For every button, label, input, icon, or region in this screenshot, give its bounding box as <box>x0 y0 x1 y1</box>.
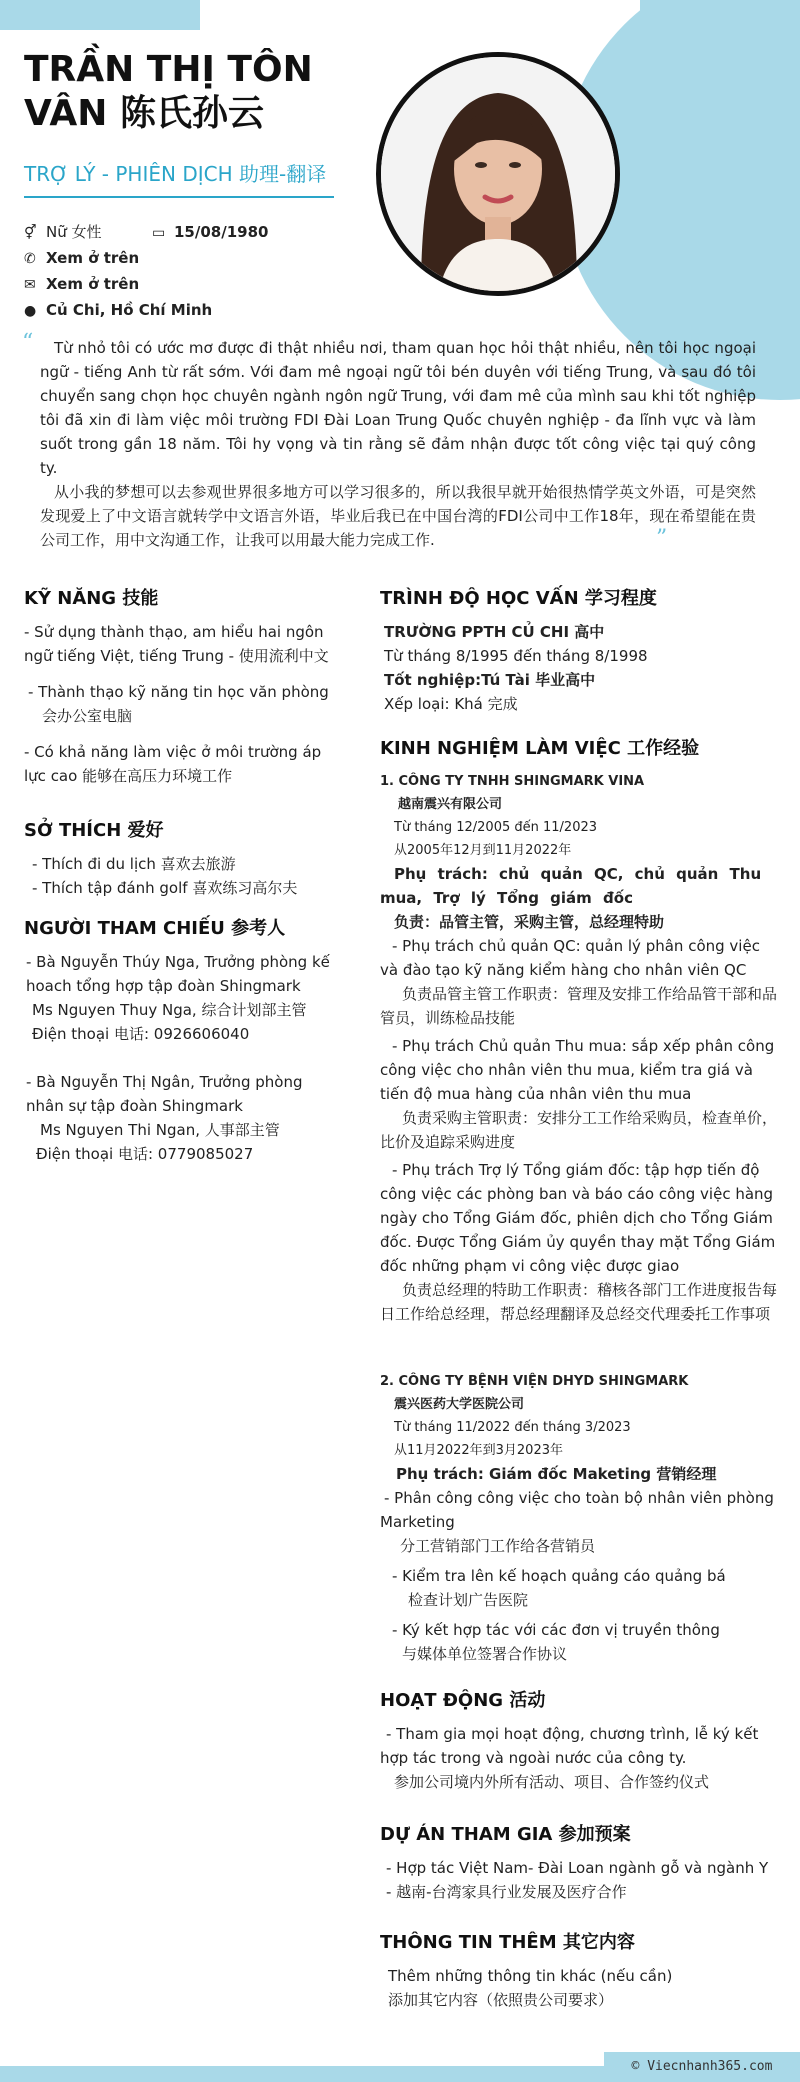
reference-2-alias: Ms Nguyen Thi Ngan, 人事部主管 <box>40 1121 280 1139</box>
phone-value: Xem ở trên <box>46 249 140 267</box>
job-2-period-cn: 从11月2022年到3月2023年 <box>394 1443 563 1458</box>
job-1-duty: - Phụ trách Chủ quản Thu mua: sắp xếp phân công công việc cho nhân viên thu mua, kiểm tra giá và tiến độ mua hàng của nhân viên thu mua <box>380 1037 775 1103</box>
top-accent-bar <box>0 0 200 30</box>
skills-heading: KỸ NĂNG 技能 <box>24 588 159 609</box>
footer-credit: © Viecnhanh365.com <box>604 2052 800 2082</box>
address-value: Củ Chi, Hồ Chí Minh <box>46 301 213 319</box>
intro-vietnamese: Từ nhỏ tôi có ước mơ được đi thật nhiều nơi, tham quan học hỏi thật nhiều, nên tôi học ngoại ngữ - tiếng Anh từ rất sớm. Với đam mê ngoại ngữ tôi bén duyên với tiếng Trung, và sau đó tôi chuyển sang chọn học chuyên ngành ngôn ngữ Trung, với đam mê của mình sau khi tốt nghiệp tôi đã xin đi làm việc môi trường FDI Đài Loan Trung Quốc chuyên nghiệp - đa lĩnh vực và làm suốt trong gần 18 năm. Tôi hy vọng và tin rằng sẽ đảm nhận được tốt công việc tại quý công ty. <box>40 339 756 477</box>
job-1-duty-cn: 负责品管主管工作职责：管理及安排工作给品管干部和品管员，训练检品技能 <box>380 985 778 1027</box>
job-1-period: Từ tháng 12/2005 đến 11/2023 <box>394 820 598 835</box>
degree: Tốt nghiệp:Tú Tài 毕业高中 <box>384 671 596 689</box>
gender-value: Nữ 女性 <box>46 223 102 241</box>
right-column <box>380 584 782 2012</box>
dob-row <box>152 221 268 243</box>
reference-1-phone: Điện thoại 电话: 0926606040 <box>32 1025 250 1043</box>
job-2-company-cn: 震兴医药大学医院公司 <box>394 1397 525 1412</box>
envelope-icon: ✉ <box>24 277 36 293</box>
gender-row <box>24 221 102 243</box>
reference-2-phone: Điện thoại 电话: 0779085027 <box>36 1145 254 1163</box>
job-2-duty: - Ký kết hợp tác với các đơn vị truyền thông <box>392 1621 720 1639</box>
job-1-position-cn: 负责：品管主管，采购主管，总经理特助 <box>394 913 665 931</box>
hobby-item: - Thích đi du lịch 喜欢去旅游 <box>32 855 236 873</box>
activity-item-cn: 参加公司境内外所有活动、项目、合作签约仪式 <box>394 1773 710 1791</box>
top-right-accent <box>640 0 800 30</box>
job-1-duty: - Phụ trách chủ quản QC: quản lý phân công việc và đào tạo kỹ năng kiểm hàng cho nhân viên QC <box>380 937 760 979</box>
job-2-duty: - Kiểm tra lên kế hoạch quảng cáo quảng bá <box>392 1567 726 1585</box>
activities-heading: HOẠT ĐỘNG 活动 <box>380 1690 546 1711</box>
avatar <box>376 52 620 296</box>
reference-2-name: - Bà Nguyễn Thị Ngân, Trưởng phòng nhân sự tập đoàn Shingmark <box>26 1073 303 1115</box>
job-1-company: 1. CÔNG TY TNHH SHINGMARK VINA <box>380 774 645 789</box>
job-2-period: Từ tháng 11/2022 đến tháng 3/2023 <box>394 1420 631 1435</box>
skill-item: 会办公室电脑 <box>42 707 133 725</box>
job-title: TRỢ LÝ - PHIÊN DỊCH 助理-翻译 <box>24 162 327 186</box>
job-2-company: 2. CÔNG TY BỆNH VIỆN DHYD SHINGMARK <box>380 1374 689 1389</box>
close-quote-icon: ” <box>656 526 668 551</box>
education-heading: TRÌNH ĐỘ HỌC VẤN 学习程度 <box>380 588 657 609</box>
map-pin-icon: ● <box>24 303 37 319</box>
school-name: TRƯỜNG PPTH CỦ CHI 高中 <box>384 623 605 641</box>
job-1-duty-cn: 负责采购主管职责：安排分工工作给采购员，检查单价，比价及追踪采购进度 <box>380 1109 778 1151</box>
job-1-duty: - Phụ trách Trợ lý Tổng giám đốc: tập hợp tiến độ công việc các phòng ban và báo cáo công việc hàng ngày cho Tổng Giám đốc, phiên dịch cho Tổng Giám đốc. Được Tổng Giám ủy quyền thay mặt Tổng Giám đốc những phạm vi công việc được giao <box>380 1161 776 1275</box>
title-underline <box>24 196 334 198</box>
project-item: - Hợp tác Việt Nam- Đài Loan ngành gỗ và ngành Y <box>386 1859 769 1877</box>
open-quote-icon: “ <box>22 330 34 355</box>
job-2-duty-cn: 与媒体单位签署合作协议 <box>402 1645 568 1663</box>
job-1-duty-cn: 负责总经理的特助工作职责：稽核各部门工作进度报告每日工作给总经理，帮总经理翻译及总经交代理委托工作事项 <box>380 1281 778 1323</box>
activity-item: - Tham gia mọi hoạt động, chương trình, lễ ký kết hợp tác trong và ngoài nước của công ty. <box>380 1725 759 1767</box>
cake-icon: ▭ <box>152 225 166 241</box>
grade: Xếp loại: Khá 完成 <box>384 695 518 713</box>
left-column <box>24 584 336 1166</box>
hobby-item: - Thích tập đánh golf 喜欢练习高尔夫 <box>32 879 298 897</box>
email-value: Xem ở trên <box>46 275 140 293</box>
extra-info-line: Thêm những thông tin khác (nếu cần) <box>388 1967 673 1985</box>
extra-info-line-cn: 添加其它内容（依照贵公司要求） <box>388 1991 614 2009</box>
experience-heading: KINH NGHIỆM LÀM VIỆC 工作经验 <box>380 738 700 759</box>
skill-item: - Thành thạo kỹ năng tin học văn phòng <box>28 683 329 701</box>
job-2-duty-cn: 分工营销部门工作给各营销员 <box>400 1537 596 1555</box>
extra-info-heading: THÔNG TIN THÊM 其它内容 <box>380 1932 635 1953</box>
job-1-period-cn: 从2005年12月到11月2022年 <box>394 843 572 858</box>
skill-item: - Sử dụng thành thạo, am hiểu hai ngôn ngữ tiếng Việt, tiếng Trung - 使用流利中文 <box>24 623 329 665</box>
candidate-name: TRẦN THỊ TÔN VÂN 陈氏孙云 <box>24 49 313 134</box>
phone-icon: ✆ <box>24 251 36 267</box>
job-2-duty-cn: 检查计划广告医院 <box>408 1591 529 1609</box>
education-period: Từ tháng 8/1995 đến tháng 8/1998 <box>384 647 648 665</box>
skill-item: - Có khả năng làm việc ở môi trường áp lực cao 能够在高压力环境工作 <box>24 743 322 785</box>
job-1-company-cn: 越南震兴有限公司 <box>398 797 503 812</box>
projects-heading: DỰ ÁN THAM GIA 参加预案 <box>380 1824 631 1845</box>
gender-icon: ⚥ <box>24 225 37 241</box>
portrait-image <box>381 57 615 291</box>
job-2-position: Phụ trách: Giám đốc Maketing 营销经理 <box>396 1465 717 1483</box>
reference-1-name: - Bà Nguyễn Thúy Nga, Trưởng phòng kế hoach tổng hợp tập đoàn Shingmark <box>26 953 330 995</box>
hobbies-heading: SỞ THÍCH 爱好 <box>24 820 164 841</box>
address-row <box>24 299 212 321</box>
reference-1-alias: Ms Nguyen Thuy Nga, 综合计划部主管 <box>32 1001 307 1019</box>
references-heading: NGƯỜI THAM CHIẾU 参考人 <box>24 918 286 939</box>
phone-row <box>24 247 139 269</box>
dob-value: 15/08/1980 <box>174 223 269 241</box>
job-1-position: Phụ trách: chủ quản QC, chủ quản Thu mua, Trợ lý Tổng giám đốc <box>380 865 762 907</box>
intro-chinese: 从小我的梦想可以去参观世界很多地方可以学习很多的，所以我很早就开始很热情学英文外语，可是突然发现爱上了中文语言就转学中文语言外语，毕业后我已在中国台湾的FDI公司中工作18年，现在希望能在贵公司工作，用中文沟通工作，让我可以用最大能力完成工作. <box>40 483 756 549</box>
job-2-duty: - Phân công công việc cho toàn bộ nhân viên phòng Marketing <box>380 1489 774 1531</box>
email-row <box>24 273 139 295</box>
project-item-cn: - 越南-台湾家具行业发展及医疗合作 <box>386 1883 627 1901</box>
